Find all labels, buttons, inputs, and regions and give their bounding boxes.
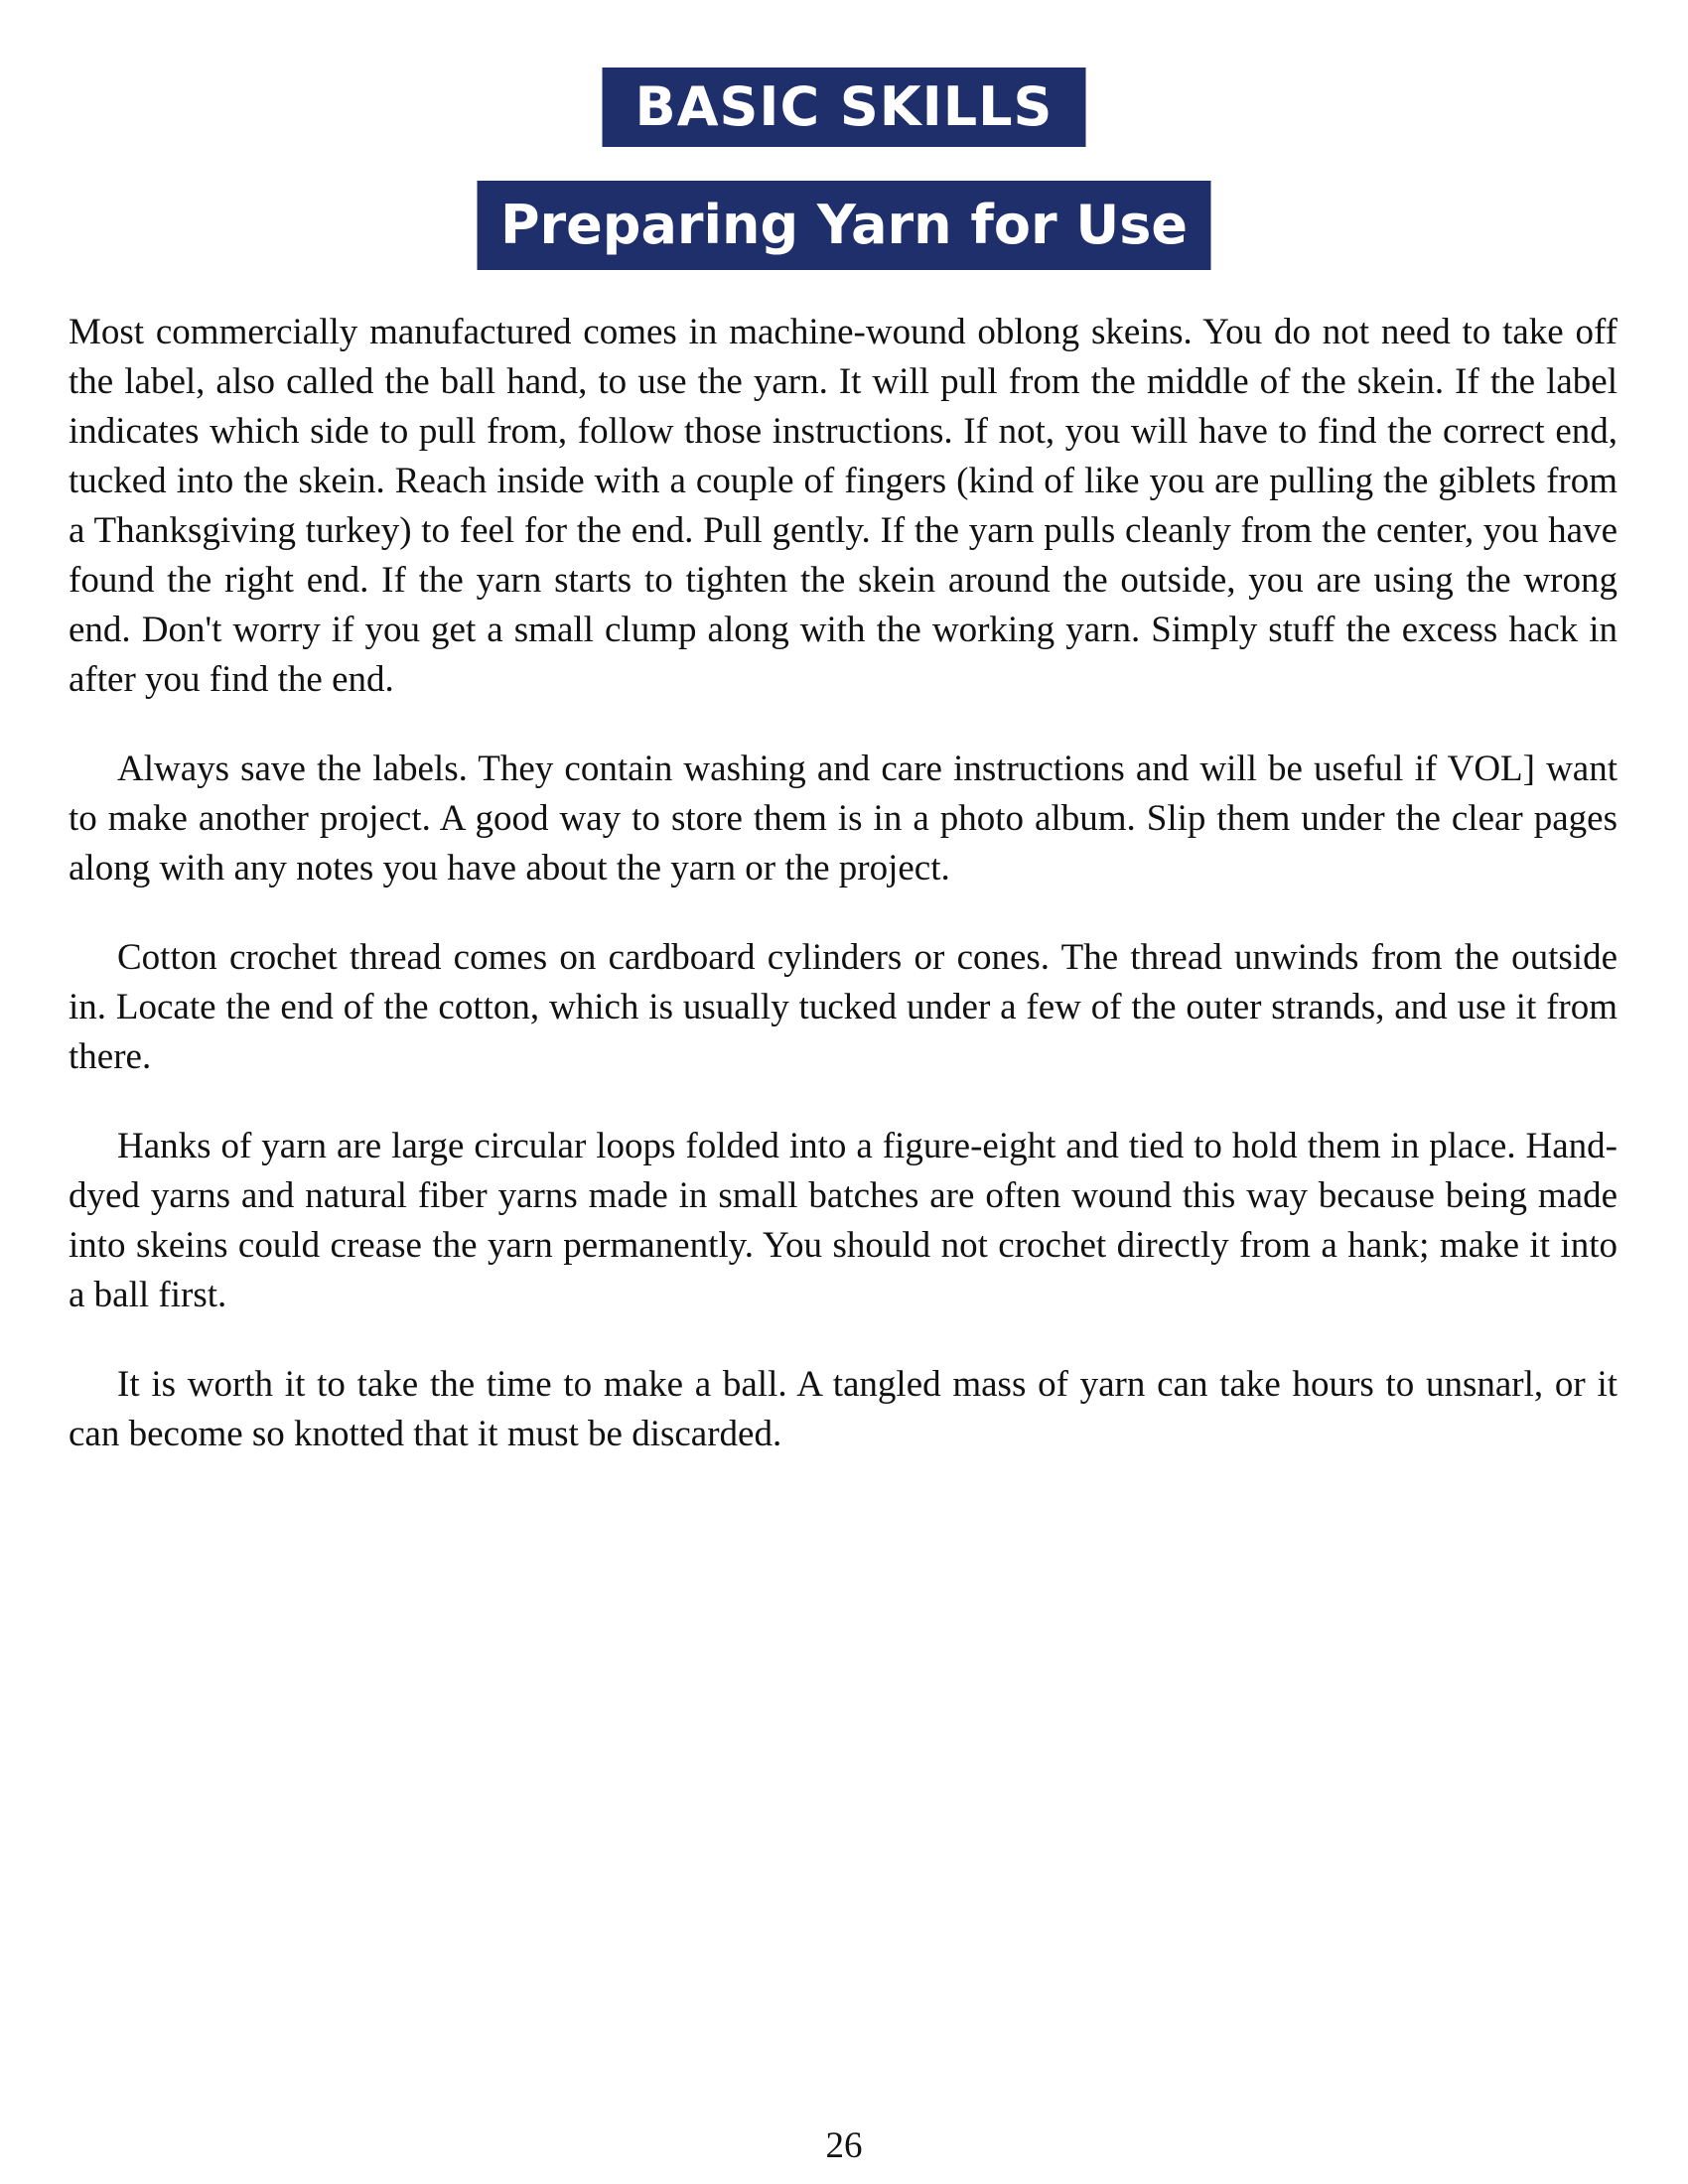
paragraph-skeins: Most commercially manufactured comes in machine-wound oblong skeins. You do not need to take off the label, also called the ball hand, to use the yarn. It will pull from the middle of the skein. If the label indicates which side to pull from, follow those instructions. If not, you will have to find the correct end, tucked into the skein. Reach inside with a couple of fingers (kind of like you are pulling the giblets from a Thanksgiving turkey) to feel for the end. Pull gently. If the yarn pulls cleanly from the center, you have found the right end. If the yarn starts to tighten the skein around the outside, you are using the wrong end. Don't worry if you get a small clump along with the working yarn. Simply stuff the excess hack in after you find the end.: [69, 312, 1618, 700]
paragraph-make-ball: It is worth it to take the time to make a ball. A tangled mass of yarn can take hours to unsnarl, or it can become so knotted that it must be discarded.: [69, 1364, 1618, 1454]
paragraph-labels: Always save the labels. They contain washing and care instructions and will be useful if VOL] want to make another project. A good way to store them is in a photo album. Slip them under the clear pages along with any notes you have about the yarn or the project.: [69, 749, 1618, 888]
body-text: [69, 308, 1618, 1499]
page-title-banner: Preparing Yarn for Use: [478, 181, 1211, 270]
paragraph-cotton-thread: Cotton crochet thread comes on cardboard cylinders or cones. The thread unwinds from the outside in. Locate the end of the cotton, which is usually tucked under a few of the outer strands, and use it from there.: [69, 937, 1618, 1077]
paragraph-hanks: Hanks of yarn are large circular loops folded into a figure-eight and tied to hold them in place. Hand-dyed yarns and natural fiber yarns made in small batches are often wound this way because being made into skeins could crease the yarn permanently. You should not crochet directly from a hank; make it into a ball first.: [69, 1126, 1618, 1315]
page-number: 26: [825, 2125, 863, 2166]
section-label-banner: BASIC SKILLS: [603, 68, 1086, 147]
